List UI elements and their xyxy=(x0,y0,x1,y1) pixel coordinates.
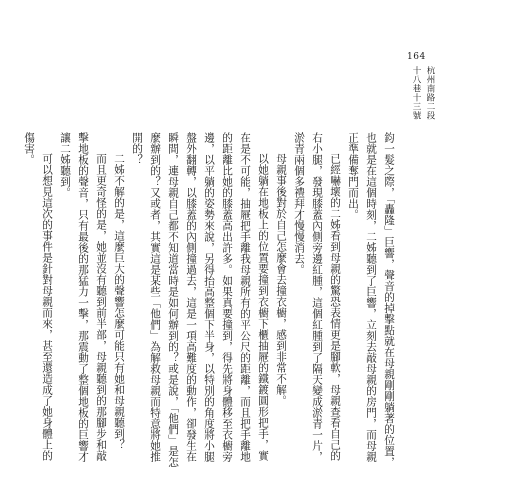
body-text xyxy=(23,132,398,472)
paragraph: 鈞一髮之際，「轟隆」巨響，聲音的掉擊點就在母親剛剛躺著的位置，也就是在這個時刻，二姊聽到了巨響，立刻去敲母親的房門，而母親正準備奪門而出。 xyxy=(347,132,395,468)
running-head-lane: 十八巷十三號 xyxy=(411,66,421,120)
paragraph: 以她躺在地板上的位置要撞到衣櫥下櫃抽屜的鐵鍍圓形把手，實在是不可能，抽屜把手離我母親所有的平公尺的距離，而且把手離地的距離比她的膝蓋高出許多。如果真要撞到，得先將身體移至衣櫥旁邊，以平躺的姿勢來說，另得抬高整個下半身，以特別的角度將小腿盤外翻轉，以膝蓋的內側撞過去，這是一項高難度的動作，卻發生在瞬間，連母親自己都不知道當時是如何辦到的？或是說，「他們」是怎麼辦到的？又或者，其實這是某些「他們」為解救母親而特意將她推開的？ xyxy=(131,132,269,468)
paragraph: 母親事後對於自己怎麼會去撞衣櫥，感到非常不解。 xyxy=(275,153,287,407)
paragraph: 可以想見這次的事件是針對母親而來，甚至還造成了她身體上的傷害。 xyxy=(23,132,53,462)
paragraph: 二姊不解的是，這麼巨大的聲響怎麼可能只有她和母親聽到？ xyxy=(113,153,125,451)
paragraph: 而且更奇怪的是，她並沒有聽到前半部，母親聽到的那腳步和敲擊地板的聲音，只有最後的那猛力一擊，那震動了整個地板的巨響才讓二姊聽到。 xyxy=(59,132,107,462)
running-head xyxy=(407,52,463,142)
page-number: 164 xyxy=(407,52,426,62)
running-head-street: 杭州南路二段 xyxy=(425,66,435,120)
paragraph: 已經嚇壞的二姊看到母親的驚恐表情更是腳軟，母親查看自己的右小腿，發現膝蓋內側旁邊紅腫，這個紅腫到了隔天變成淤青一片，淤青兩個多禮拜才慢慢消去。 xyxy=(293,132,341,462)
